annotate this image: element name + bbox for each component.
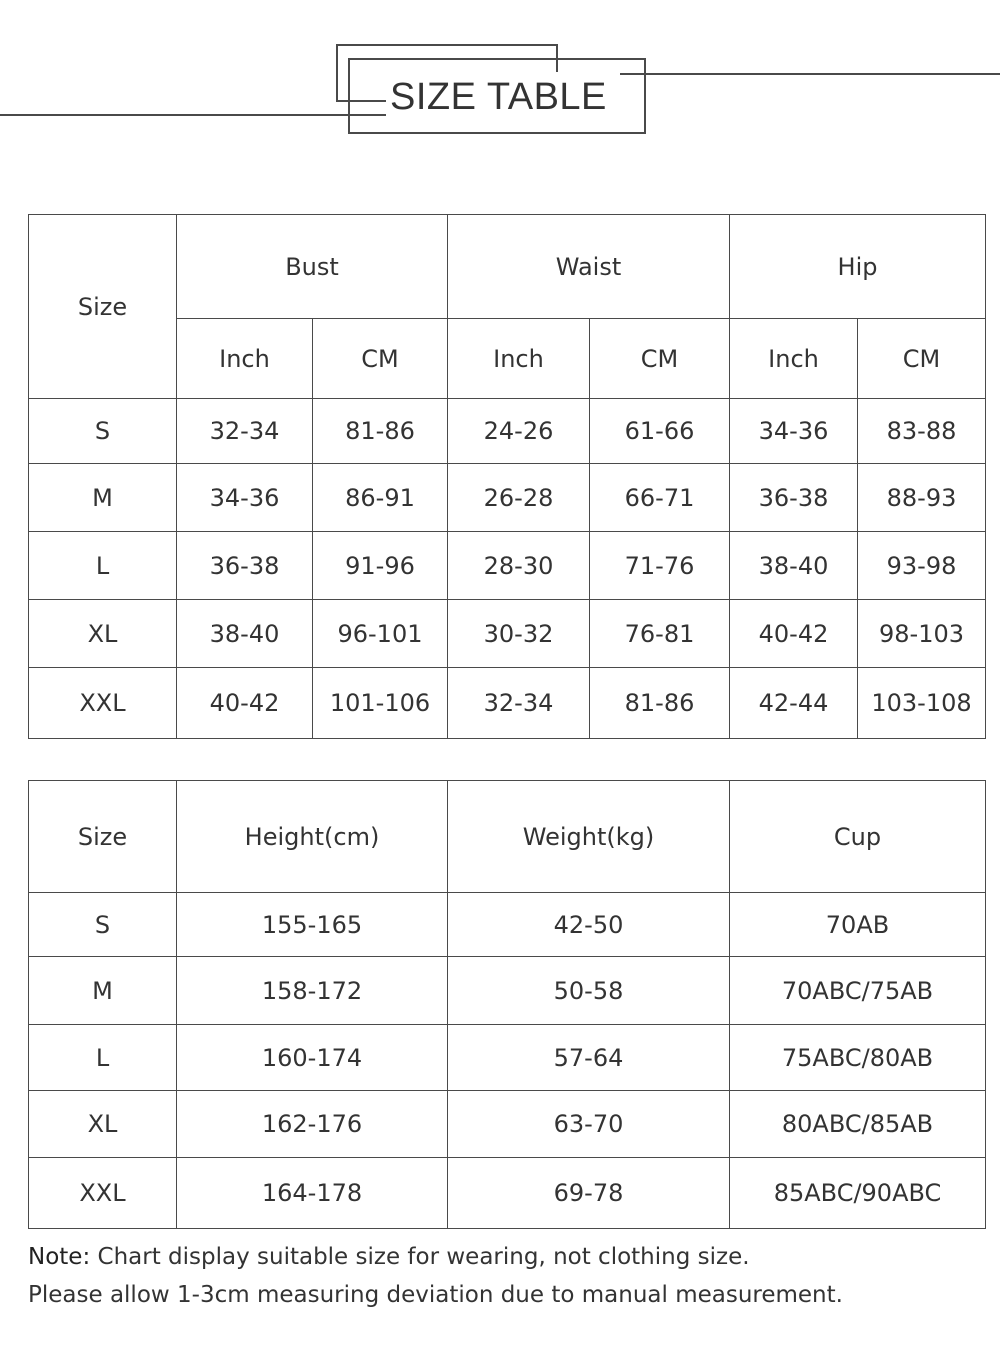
table-cell: 57-64 xyxy=(448,1025,730,1091)
table-cell: 70AB xyxy=(730,893,986,957)
unit-header: CM xyxy=(590,319,730,399)
table-cell: 34-36 xyxy=(177,464,313,532)
table-cell: 24-26 xyxy=(448,399,590,464)
note-line-2: Please allow 1-3cm measuring deviation due to manual measurement. xyxy=(28,1282,843,1308)
table-cell: 162-176 xyxy=(177,1091,448,1158)
table-cell: 36-38 xyxy=(730,464,858,532)
table-cell: 71-76 xyxy=(590,532,730,600)
table-cell: 93-98 xyxy=(858,532,986,600)
table-cell: 32-34 xyxy=(177,399,313,464)
page-title: SIZE TABLE xyxy=(386,72,620,122)
table-cell: 81-86 xyxy=(313,399,448,464)
table-cell: 91-96 xyxy=(313,532,448,600)
table-cell: 160-174 xyxy=(177,1025,448,1091)
table-cell: 66-71 xyxy=(590,464,730,532)
table-header-row xyxy=(29,781,986,893)
size-header: Size xyxy=(29,781,177,893)
table-cell: 50-58 xyxy=(448,957,730,1025)
hip-header: Hip xyxy=(730,215,986,319)
table-cell: 34-36 xyxy=(730,399,858,464)
note-label: Note: xyxy=(28,1244,91,1270)
weight-header: Weight(kg) xyxy=(448,781,730,893)
table-row xyxy=(29,532,986,600)
table-cell: 63-70 xyxy=(448,1091,730,1158)
table-row xyxy=(29,464,986,532)
cup-header: Cup xyxy=(730,781,986,893)
size-cell: XXL xyxy=(29,668,177,739)
measurements-table xyxy=(28,214,986,739)
size-cell: XL xyxy=(29,1091,177,1158)
table-cell: 32-34 xyxy=(448,668,590,739)
table-cell: 70ABC/75AB xyxy=(730,957,986,1025)
table-cell: 158-172 xyxy=(177,957,448,1025)
table-cell: 96-101 xyxy=(313,600,448,668)
table-row xyxy=(29,668,986,739)
table-cell: 86-91 xyxy=(313,464,448,532)
size-cell: L xyxy=(29,532,177,600)
unit-header: CM xyxy=(313,319,448,399)
table-row xyxy=(29,893,986,957)
waist-header: Waist xyxy=(448,215,730,319)
table-cell: 164-178 xyxy=(177,1158,448,1229)
table-cell: 103-108 xyxy=(858,668,986,739)
table-cell: 80ABC/85AB xyxy=(730,1091,986,1158)
table-cell: 75ABC/80AB xyxy=(730,1025,986,1091)
table-cell: 69-78 xyxy=(448,1158,730,1229)
table-row xyxy=(29,600,986,668)
note-text: Chart display suitable size for wearing, not clothing size. xyxy=(90,1244,750,1270)
table-cell: 38-40 xyxy=(730,532,858,600)
size-cell: XL xyxy=(29,600,177,668)
table-cell: 38-40 xyxy=(177,600,313,668)
height-header: Height(cm) xyxy=(177,781,448,893)
table-cell: 83-88 xyxy=(858,399,986,464)
table-cell: 76-81 xyxy=(590,600,730,668)
size-cell: L xyxy=(29,1025,177,1091)
unit-header: Inch xyxy=(448,319,590,399)
size-cell: M xyxy=(29,464,177,532)
table-row xyxy=(29,1025,986,1091)
size-cell: XXL xyxy=(29,1158,177,1229)
table-cell: 155-165 xyxy=(177,893,448,957)
table-row xyxy=(29,1158,986,1229)
table-row xyxy=(29,399,986,464)
size-table-banner xyxy=(0,0,1000,150)
unit-header: CM xyxy=(858,319,986,399)
size-cell: S xyxy=(29,893,177,957)
banner-left-rule xyxy=(0,114,390,116)
banner-right-rule xyxy=(610,73,1000,75)
table-cell: 98-103 xyxy=(858,600,986,668)
table-row xyxy=(29,957,986,1025)
table-cell: 26-28 xyxy=(448,464,590,532)
table-cell: 40-42 xyxy=(177,668,313,739)
fit-table xyxy=(28,780,986,1229)
table-cell: 30-32 xyxy=(448,600,590,668)
table-cell: 81-86 xyxy=(590,668,730,739)
table-row xyxy=(29,1091,986,1158)
size-header: Size xyxy=(29,215,177,399)
table-cell: 101-106 xyxy=(313,668,448,739)
table-cell: 42-50 xyxy=(448,893,730,957)
table-cell: 88-93 xyxy=(858,464,986,532)
table-cell: 61-66 xyxy=(590,399,730,464)
unit-header: Inch xyxy=(730,319,858,399)
unit-header: Inch xyxy=(177,319,313,399)
size-cell: S xyxy=(29,399,177,464)
table-cell: 42-44 xyxy=(730,668,858,739)
table-cell: 36-38 xyxy=(177,532,313,600)
size-cell: M xyxy=(29,957,177,1025)
table-header-row xyxy=(29,215,986,319)
table-cell: 85ABC/90ABC xyxy=(730,1158,986,1229)
table-cell: 40-42 xyxy=(730,600,858,668)
note-line-1 xyxy=(28,1244,750,1270)
table-cell: 28-30 xyxy=(448,532,590,600)
bust-header: Bust xyxy=(177,215,448,319)
